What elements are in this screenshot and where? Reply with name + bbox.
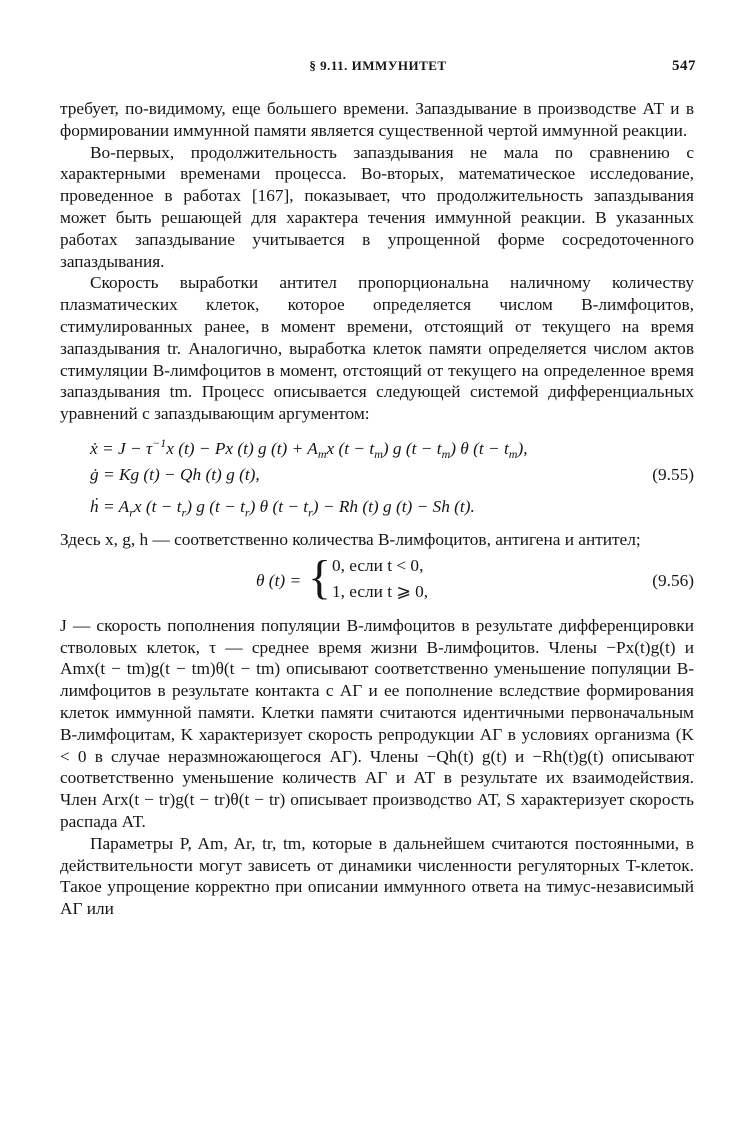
equation-theta-9-56 — [60, 550, 694, 609]
curly-brace: { — [308, 550, 332, 604]
equation-g: ġ = Kg (t) − Qh (t) g (t), (9.55) — [60, 459, 694, 491]
paragraph-6: Параметры P, Am, Ar, tr, tm, которые в дальнейшем считаются постоянными, в действительности могут зависеть от динамики численности регуляторных T-клеток. Такое упрощение корректно при описании иммунного ответа на тимус-независимый АГ или — [60, 833, 694, 919]
equation-system-9-55 — [60, 427, 694, 523]
paragraph-1: требует, по-видимому, еще большего времени. Запаздывание в производстве АТ и в формировании иммунной памяти является существенной чертой иммунной реакции. — [60, 99, 694, 140]
page-header — [60, 56, 696, 78]
paragraph-4: Здесь x, g, h — соответственно количества B-лимфоцитов, антигена и антител; — [60, 529, 641, 549]
paragraph-2: Во-первых, продолжительность запаздывания не мала по сравнению с характерными временами процесса. Во-вторых, математическое исследование, проведенное в работах [167], показывает, что продолжительность запаздывания может быть решающей для характера течения иммунной реакции. В указанных работах запаздывание учитывается в упрощенной форме сосредоточенного запаздывания. — [60, 142, 694, 271]
running-title: § 9.11. ИММУНИТЕТ — [309, 58, 447, 73]
theta-lhs: θ (t) = — [256, 570, 302, 590]
page-number: 547 — [672, 58, 696, 74]
theta-case-nonnegative: 1, если t ⩾ 0, — [332, 581, 429, 601]
paragraph-3: Скорость выработки антител пропорциональна наличному количеству плазматических клеток, которое определяется числом B-лимфоцитов, стимулированных ранее, в момент времени, отстоящий от текущего на время запаздывания tr. Аналогично, выработка клеток памяти определяется числом актов стимуляции B-лимфоцитов в момент, отстоящий от текущего на определенное время запаздывания tm. Процесс описывается следующей системой дифференциальных уравнений с запаздывающим аргументом: — [60, 273, 694, 424]
paragraph-5: J — скорость пополнения популяции B-лимфоцитов в результате дифференцировки стволовых клеток, τ — среднее время жизни B-лимфоцитов. Члены −Px(t)g(t) и Amx(t − tm)g(t − tm)θ(t − tm) описывают соответственно уменьшение популяции B-лимфоцитов в результате контакта с АГ и ее пополнение вследствие формирования клеток иммунной памяти. Клетки памяти считаются идентичными первоначальным B-лимфоцитам, K характеризует скорость репродукции АГ в условиях организма (K < 0 в случае неразмножающегося АГ). Члены −Qh(t) g(t) и −Rh(t)g(t) описывают соответственно уменьшение количеств АГ и АТ в результате их взаимодействия. Член Arx(t − tr)g(t − tr)θ(t − tr) описывает производство АТ, S характеризует скорость распада АТ. — [60, 615, 694, 831]
equation-number-9-56: (9.56) — [652, 570, 694, 590]
equation-h: ḣ = $A_rx$ $(t - t_r)$ g $(t - t_r)$ θ $(t - t_r) - Rh$ (t) g (t) − Sh (t). — [90, 496, 475, 520]
theta-cases — [332, 553, 428, 605]
equation-x: ẋ = $J - \tau^{-1}x$ (t) − Px (t) g $(t) + A_mx$ $(t - t_m)$ g $(t - t_m)$ θ $(t - t_m)$, — [90, 435, 528, 462]
equation-number-9-55: (9.55) — [652, 464, 694, 484]
theta-case-negative: 0, если t < 0, — [332, 555, 424, 575]
page-body — [60, 98, 694, 920]
